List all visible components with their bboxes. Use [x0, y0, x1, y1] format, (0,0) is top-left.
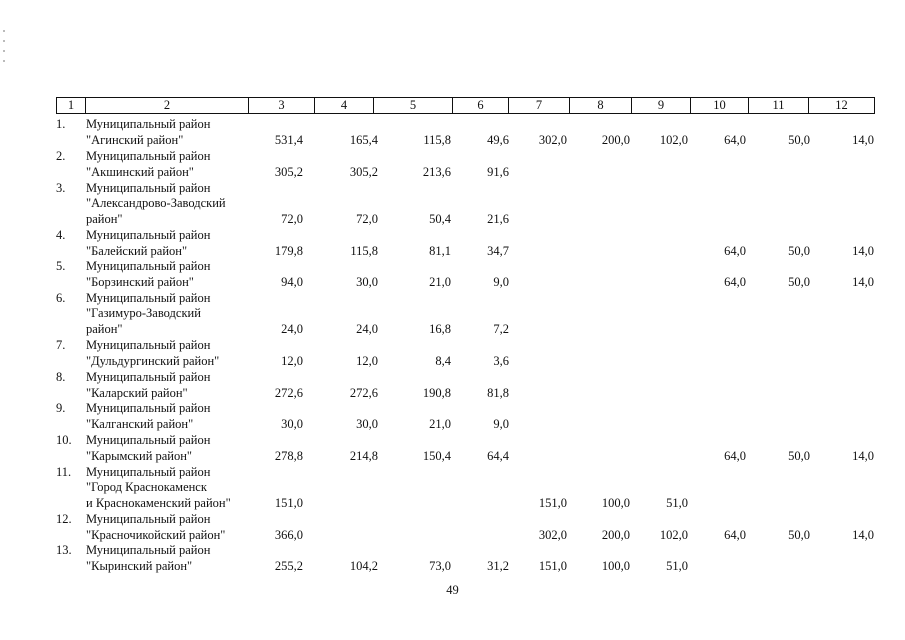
- row-number: 10.: [56, 433, 72, 448]
- value-cell-col-6: 91,6: [487, 165, 509, 179]
- value-cell-col-4: 24,0: [356, 322, 378, 336]
- value-cell-col-6: 7,2: [493, 322, 509, 336]
- district-name: [86, 291, 210, 338]
- district-name-line: "Город Краснокаменск: [86, 480, 207, 495]
- district-name: [86, 370, 210, 401]
- header-cell: 9: [631, 97, 690, 114]
- value-cell-col-10: 64,0: [724, 275, 746, 289]
- district-name-line: Муниципальный район: [86, 259, 211, 274]
- row-number: 4.: [56, 228, 66, 243]
- district-name: [86, 117, 210, 148]
- district-name-line: "Газимуро-Заводский: [86, 306, 201, 321]
- value-cell-col-4: 30,0: [356, 417, 378, 431]
- district-name-line: "Каларский район": [86, 385, 188, 400]
- value-cell-col-5: 190,8: [422, 386, 451, 400]
- value-cell-col-6: 34,7: [487, 244, 509, 258]
- header-cell: 3: [248, 97, 314, 114]
- value-cell-col-11: 50,0: [788, 275, 810, 289]
- value-cell-col-10: 64,0: [724, 528, 746, 542]
- value-cell-col-11: 50,0: [788, 133, 810, 147]
- value-cell-col-9: 102,0: [659, 133, 688, 147]
- district-name: [86, 433, 210, 464]
- header-cell: 5: [373, 97, 452, 114]
- value-cell-col-8: 200,0: [601, 528, 630, 542]
- value-cell-col-12: 14,0: [852, 133, 874, 147]
- header-cell: 12: [808, 97, 875, 114]
- value-cell-col-6: 9,0: [493, 417, 509, 431]
- value-cell-col-12: 14,0: [852, 449, 874, 463]
- value-cell-col-12: 14,0: [852, 244, 874, 258]
- value-cell-col-3: 272,6: [274, 386, 303, 400]
- district-name-line: "Балейский район": [86, 243, 188, 258]
- district-name-line: район": [86, 321, 123, 336]
- value-cell-col-5: 73,0: [429, 559, 451, 573]
- value-cell-col-10: 64,0: [724, 449, 746, 463]
- value-cell-col-6: 21,6: [487, 212, 509, 226]
- value-cell-col-4: 272,6: [349, 386, 378, 400]
- district-name: [86, 181, 226, 228]
- district-name-line: "Дульдургинский район": [86, 353, 220, 368]
- value-cell-col-5: 213,6: [422, 165, 451, 179]
- value-cell-col-6: 81,8: [487, 386, 509, 400]
- row-number: 11.: [56, 464, 72, 479]
- district-name-line: "Александрово-Заводский: [86, 196, 226, 211]
- row-number: 5.: [56, 259, 66, 274]
- header-cell: 7: [508, 97, 569, 114]
- value-cell-col-7: 302,0: [538, 133, 567, 147]
- district-name-line: "Красночикойский район": [86, 527, 226, 542]
- value-cell-col-3: 305,2: [274, 165, 303, 179]
- value-cell-col-8: 100,0: [601, 559, 630, 573]
- value-cell-col-4: 72,0: [356, 212, 378, 226]
- value-cell-col-6: 49,6: [487, 133, 509, 147]
- district-name-line: "Борзинский район": [86, 274, 194, 289]
- district-name-line: Муниципальный район: [86, 401, 211, 416]
- value-cell-col-6: 9,0: [493, 275, 509, 289]
- district-name-line: "Акшинский район": [86, 164, 194, 179]
- value-cell-col-6: 64,4: [487, 449, 509, 463]
- district-name-line: Муниципальный район: [86, 338, 211, 353]
- row-number: 12.: [56, 512, 72, 527]
- district-name-line: Муниципальный район: [86, 464, 211, 479]
- district-name-line: Муниципальный район: [86, 228, 211, 243]
- value-cell-col-4: 30,0: [356, 275, 378, 289]
- header-cell: 1: [56, 97, 85, 114]
- value-cell-col-12: 14,0: [852, 275, 874, 289]
- district-name: [86, 149, 210, 180]
- row-number: 1.: [56, 117, 66, 132]
- value-cell-col-12: 14,0: [852, 528, 874, 542]
- value-cell-col-4: 12,0: [356, 354, 378, 368]
- district-name-line: "Калганский район": [86, 416, 194, 431]
- district-name: [86, 259, 210, 290]
- value-cell-col-8: 100,0: [601, 496, 630, 510]
- value-cell-col-4: 115,8: [350, 244, 378, 258]
- value-cell-col-3: 151,0: [274, 496, 303, 510]
- value-cell-col-6: 3,6: [493, 354, 509, 368]
- district-name-line: Муниципальный район: [86, 512, 211, 527]
- district-name-line: Муниципальный район: [86, 370, 211, 385]
- district-name-line: и Краснокаменский район": [86, 495, 231, 510]
- value-cell-col-11: 50,0: [788, 449, 810, 463]
- value-cell-col-5: 115,8: [423, 133, 451, 147]
- value-cell-col-8: 200,0: [601, 133, 630, 147]
- district-name: [86, 228, 210, 259]
- row-number: 8.: [56, 370, 66, 385]
- value-cell-col-4: 305,2: [349, 165, 378, 179]
- header-cell: 11: [748, 97, 808, 114]
- value-cell-col-3: 366,0: [274, 528, 303, 542]
- value-cell-col-5: 8,4: [435, 354, 451, 368]
- page-number: 49: [446, 583, 459, 597]
- value-cell-col-3: 72,0: [281, 212, 303, 226]
- district-name-line: Муниципальный район: [86, 290, 211, 305]
- district-name: [86, 465, 231, 512]
- district-name-line: Муниципальный район: [86, 543, 211, 558]
- row-number: 13.: [56, 543, 72, 558]
- row-number: 6.: [56, 290, 66, 305]
- value-cell-col-4: 104,2: [349, 559, 378, 573]
- district-name-line: Муниципальный район: [86, 433, 211, 448]
- district-name-line: "Кыринский район": [86, 558, 193, 573]
- value-cell-col-3: 94,0: [281, 275, 303, 289]
- value-cell-col-3: 179,8: [274, 244, 303, 258]
- district-name-line: "Карымский район": [86, 448, 193, 463]
- value-cell-col-5: 150,4: [422, 449, 451, 463]
- row-number: 2.: [56, 149, 66, 164]
- district-name-line: район": [86, 211, 123, 226]
- value-cell-col-7: 151,0: [538, 559, 567, 573]
- value-cell-col-10: 64,0: [724, 244, 746, 258]
- value-cell-col-5: 21,0: [429, 275, 451, 289]
- value-cell-col-3: 12,0: [281, 354, 303, 368]
- value-cell-col-7: 302,0: [538, 528, 567, 542]
- value-cell-col-5: 16,8: [429, 322, 451, 336]
- value-cell-col-5: 21,0: [429, 417, 451, 431]
- header-cell: 4: [314, 97, 373, 114]
- value-cell-col-7: 151,0: [538, 496, 567, 510]
- header-cell: 6: [452, 97, 508, 114]
- header-cell: 8: [569, 97, 631, 114]
- value-cell-col-5: 50,4: [429, 212, 451, 226]
- district-name: [86, 401, 210, 432]
- value-cell-col-9: 51,0: [666, 559, 688, 573]
- value-cell-col-3: 278,8: [274, 449, 303, 463]
- value-cell-col-9: 51,0: [666, 496, 688, 510]
- value-cell-col-3: 531,4: [274, 133, 303, 147]
- value-cell-col-4: 165,4: [349, 133, 378, 147]
- value-cell-col-5: 81,1: [429, 244, 451, 258]
- value-cell-col-3: 30,0: [281, 417, 303, 431]
- header-cell: 10: [690, 97, 748, 114]
- value-cell-col-4: 214,8: [349, 449, 378, 463]
- district-name: [86, 512, 225, 543]
- value-cell-col-9: 102,0: [659, 528, 688, 542]
- district-name-line: "Агинский район": [86, 132, 184, 147]
- value-cell-col-3: 255,2: [274, 559, 303, 573]
- header-cell: 2: [85, 97, 248, 114]
- district-name: [86, 543, 210, 574]
- district-name: [86, 338, 219, 369]
- value-cell-col-6: 31,2: [487, 559, 509, 573]
- value-cell-col-3: 24,0: [281, 322, 303, 336]
- row-number: 7.: [56, 338, 66, 353]
- value-cell-col-10: 64,0: [724, 133, 746, 147]
- district-name-line: Муниципальный район: [86, 180, 211, 195]
- district-name-line: Муниципальный район: [86, 117, 211, 132]
- district-name-line: Муниципальный район: [86, 149, 211, 164]
- row-number: 3.: [56, 180, 66, 195]
- value-cell-col-11: 50,0: [788, 528, 810, 542]
- row-number: 9.: [56, 401, 66, 416]
- value-cell-col-11: 50,0: [788, 244, 810, 258]
